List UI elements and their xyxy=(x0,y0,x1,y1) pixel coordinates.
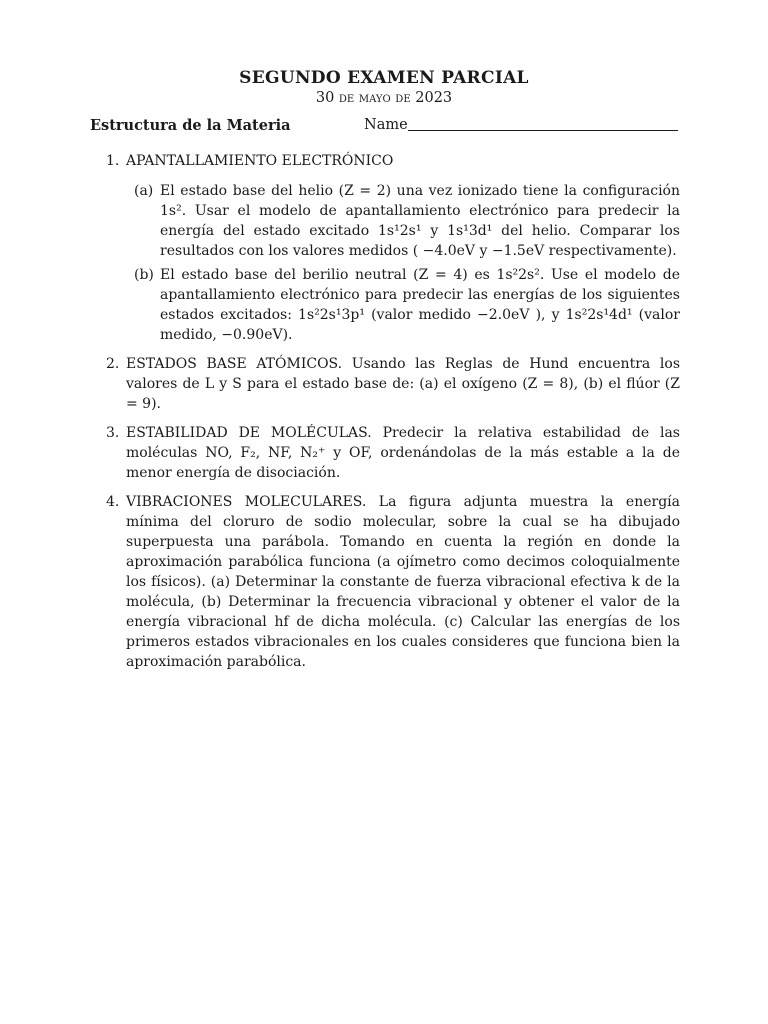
question-number: 3. xyxy=(106,425,120,441)
name-label: Name xyxy=(364,117,408,133)
question-text: ESTADOS BASE ATÓMICOS. Usando las Reglas de Hund encuentra los valores de L y S para el estado base de: (a) el oxígeno (Z = 8), (b) el flúor (Z = 9). xyxy=(126,356,680,412)
question-text: ESTABILIDAD DE MOLÉCULAS. Predecir la relativa estabilidad de las moléculas NO, F₂, NF, N₂⁺ y OF, ordenándolas de la más estable a la de menor energía de disociación. xyxy=(126,425,680,481)
question-heading: APANTALLAMIENTO ELECTRÓNICO xyxy=(126,153,394,169)
course-name: Estructura de la Materia xyxy=(90,117,291,134)
part-text: El estado base del berilio neutral (Z = 4) es 1s²2s². Use el modelo de apantallamiento electrónico para predecir las energías de los siguientes estados excitados: 1s²2s¹3p¹ (valor medido −2.0eV ), y 1s²2s¹4d¹ (valor medido, −0.90eV). xyxy=(160,267,680,343)
question-number: 4. xyxy=(106,494,120,510)
exam-title: SEGUNDO EXAMEN PARCIAL xyxy=(239,68,529,88)
question-3 xyxy=(90,423,680,483)
question-1 xyxy=(90,151,680,345)
question-1a xyxy=(126,181,680,261)
question-text: VIBRACIONES MOLECULARES. La figura adjunta muestra la energía mínima del cloruro de sodio molecular, sobre la cual se ha dibujado superpuesta una parábola. Tomando en cuenta la región en donde la aproximación parabólica funciona (a ojímetro como decimos coloquialmente los físicos). (a) Determinar la constante de fuerza vibracional efectiva k de la molécula, (b) Determinar la frecuencia vibracional y obtener el valor de la energía vibracional hf de dicha molécula. (c) Calcular las energías de los primeros estados vibracionales en los cuales consideres que funciona bien la aproximación parabólica. xyxy=(126,494,680,670)
question-list xyxy=(90,151,680,682)
part-text: El estado base del helio (Z = 2) una vez ionizado tiene la configuración 1s². Usar el modelo de apantallamiento electrónico para predecir la energía del estado excitado 1s¹2s¹ y 1s¹3d¹ del helio. Comparar los resultados con los valores medidos ( −4.0eV y −1.5eV respectivamente). xyxy=(160,183,680,259)
name-blank-line[interactable] xyxy=(408,130,678,131)
question-1b xyxy=(126,265,680,345)
question-2 xyxy=(90,354,680,414)
question-4 xyxy=(90,492,680,672)
part-label: (a) xyxy=(134,183,154,199)
question-number: 1. xyxy=(106,153,120,169)
question-number: 2. xyxy=(106,356,120,372)
part-label: (b) xyxy=(134,267,154,283)
exam-date: 30 de mayo de 2023 xyxy=(315,90,453,106)
